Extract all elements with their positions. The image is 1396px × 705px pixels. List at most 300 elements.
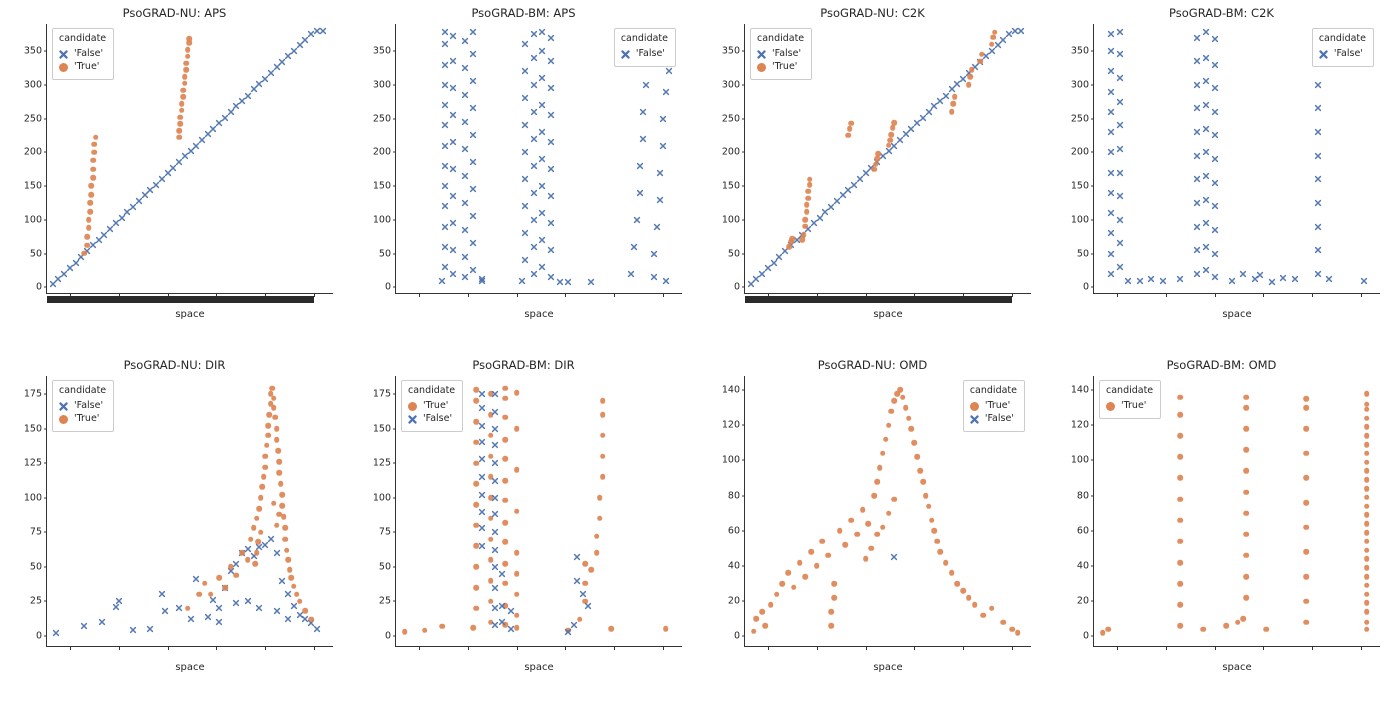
data-point (262, 453, 268, 459)
data-point (547, 85, 554, 92)
data-point (93, 135, 99, 141)
data-point (470, 29, 477, 36)
data-point (805, 195, 811, 201)
data-point (1364, 424, 1370, 430)
data-point (130, 627, 137, 634)
data-point (539, 75, 546, 82)
chart-title: PsoGRAD-BM: APS (471, 6, 576, 20)
y-tick-mark (393, 463, 397, 464)
chart-title: PsoGRAD-NU: OMD (817, 358, 928, 372)
legend-entry[interactable] (59, 61, 106, 74)
data-point (492, 425, 499, 432)
data-point (216, 619, 223, 626)
data-point (992, 29, 998, 35)
x-tick-mark (1117, 646, 1118, 650)
legend-entry[interactable] (1106, 400, 1153, 413)
y-tick-label: 350 (721, 45, 740, 57)
data-point (239, 550, 245, 556)
data-point (949, 570, 955, 576)
data-point (272, 415, 278, 421)
y-tick-mark (1091, 460, 1095, 461)
data-point (1304, 574, 1310, 580)
legend-entry-label: 'False' (1333, 48, 1363, 60)
data-point (891, 120, 897, 126)
y-tick-label: 100 (721, 214, 740, 226)
legend-entry[interactable] (408, 413, 455, 426)
data-point (82, 251, 88, 257)
data-point (530, 216, 537, 223)
data-point (319, 27, 326, 34)
data-point (663, 626, 669, 632)
data-point (277, 511, 283, 517)
data-point (221, 114, 228, 121)
data-point (461, 226, 468, 233)
data-point (1194, 223, 1201, 230)
data-point (1263, 627, 1269, 633)
data-point (588, 278, 595, 285)
y-tick-mark (742, 287, 746, 288)
legend-entry[interactable] (59, 48, 106, 61)
y-tick-label: 300 (372, 79, 391, 91)
data-point (514, 509, 520, 515)
data-point (1304, 525, 1310, 531)
data-point (874, 532, 880, 538)
data-point (287, 567, 293, 573)
data-point (222, 585, 228, 591)
data-point (988, 48, 995, 55)
data-point (1243, 426, 1249, 432)
data-point (539, 237, 546, 244)
y-tick-mark (44, 84, 48, 85)
y-tick-label: 50 (378, 248, 391, 259)
legend-entry[interactable] (1319, 48, 1366, 61)
data-point (588, 567, 594, 573)
data-point (1364, 600, 1370, 606)
data-point (896, 137, 903, 144)
x-tick-mark (216, 646, 217, 650)
data-point (86, 225, 92, 231)
chart-panel (1047, 352, 1396, 705)
data-point (848, 120, 854, 126)
data-point (917, 468, 923, 474)
data-point (1211, 35, 1218, 42)
legend-circle-icon (970, 402, 979, 411)
legend-entry-label: 'False' (74, 400, 104, 412)
y-tick-label: 250 (372, 113, 391, 124)
legend-entry[interactable] (757, 61, 804, 74)
y-tick-label: 140 (721, 384, 740, 396)
legend-entry[interactable] (757, 48, 804, 61)
legend-entry-label: 'False' (635, 48, 665, 60)
data-point (577, 617, 583, 623)
data-point (519, 277, 526, 284)
data-point (280, 492, 286, 498)
y-tick-label: 200 (23, 146, 42, 158)
data-point (1202, 172, 1209, 179)
data-point (461, 64, 468, 71)
x-tick-mark (565, 646, 566, 650)
data-point (488, 536, 494, 542)
data-point (202, 581, 208, 587)
data-point (470, 159, 477, 166)
data-point (274, 426, 280, 432)
data-point (479, 276, 486, 283)
data-point (1100, 630, 1106, 636)
data-point (461, 145, 468, 152)
data-point (161, 608, 168, 615)
data-point (1177, 276, 1184, 283)
chart-legend (1312, 28, 1374, 67)
data-point (600, 433, 606, 439)
data-point (1211, 156, 1218, 163)
data-point (530, 135, 537, 142)
data-point (800, 237, 806, 243)
legend-entry-label: 'False' (74, 48, 104, 60)
data-point (255, 539, 261, 545)
data-point (1364, 495, 1370, 501)
data-point (868, 546, 874, 552)
data-point (762, 623, 768, 629)
data-point (539, 183, 546, 190)
data-point (808, 549, 814, 555)
data-point (570, 621, 577, 628)
data-point (594, 550, 600, 556)
data-point (479, 491, 486, 498)
data-point (254, 516, 260, 522)
legend-cross-icon (1319, 50, 1328, 59)
data-point (185, 54, 191, 60)
legend-title: candidate (59, 385, 107, 396)
data-point (474, 605, 480, 611)
data-point (1243, 405, 1249, 411)
y-tick-label: 0 (35, 281, 42, 293)
chart-panel (698, 352, 1047, 705)
y-tick-label: 60 (727, 525, 740, 537)
y-tick-mark (393, 253, 397, 254)
legend-entry[interactable] (970, 413, 1017, 426)
x-tick-mark (517, 293, 518, 297)
chart-panel (1047, 0, 1396, 352)
data-point (441, 264, 448, 271)
y-tick-mark (44, 497, 48, 498)
data-point (1202, 78, 1209, 85)
data-point (187, 616, 194, 623)
y-tick-label: 100 (23, 214, 42, 226)
data-point (636, 162, 643, 169)
data-point (770, 259, 777, 266)
data-point (886, 143, 892, 149)
data-point (303, 608, 309, 614)
y-tick-label: 50 (29, 561, 42, 573)
data-point (107, 226, 114, 233)
data-point (1211, 179, 1218, 186)
data-point (450, 247, 457, 254)
data-point (530, 54, 537, 61)
legend-cross-icon (408, 415, 417, 424)
y-tick-label: 50 (29, 248, 42, 259)
data-point (502, 386, 508, 392)
data-point (182, 81, 188, 87)
x-axis-label: space (873, 662, 903, 673)
data-point (1304, 598, 1310, 604)
data-point (923, 493, 929, 499)
y-tick-mark (1091, 51, 1095, 52)
data-point (185, 605, 191, 611)
data-point (751, 628, 757, 634)
data-point (1194, 129, 1201, 136)
data-point (479, 525, 486, 532)
data-point (514, 571, 520, 577)
legend-entry-label: 'False' (423, 413, 453, 425)
data-point (1177, 623, 1183, 629)
data-point (831, 581, 837, 587)
legend-entry[interactable] (970, 400, 1017, 413)
chart-title: PsoGRAD-NU: APS (122, 6, 227, 20)
data-point (279, 577, 286, 584)
data-point (1304, 426, 1310, 432)
x-tick-mark (1166, 293, 1167, 297)
data-point (1211, 203, 1218, 210)
data-point (181, 87, 187, 93)
data-point (294, 592, 300, 598)
y-tick-label: 150 (23, 180, 42, 192)
data-point (1304, 500, 1310, 506)
y-tick-label: 140 (1070, 384, 1089, 396)
data-point (1108, 68, 1115, 75)
data-point (502, 437, 508, 443)
chart-legend (401, 380, 463, 432)
y-tick-label: 0 (384, 630, 391, 642)
data-point (866, 521, 872, 527)
data-point (158, 591, 165, 598)
data-point (556, 278, 563, 285)
data-point (112, 603, 119, 610)
data-point (877, 465, 883, 471)
legend-entry-label: 'True' (423, 400, 449, 412)
data-point (275, 448, 281, 454)
data-point (1211, 61, 1218, 68)
data-point (952, 94, 958, 100)
data-point (1116, 145, 1123, 152)
data-point (258, 529, 264, 535)
data-point (479, 439, 486, 446)
chart-title: PsoGRAD-NU: DIR (123, 358, 226, 372)
y-tick-mark (1091, 253, 1095, 254)
data-point (1304, 475, 1310, 481)
data-point (950, 101, 956, 107)
data-point (179, 108, 185, 114)
data-point (1243, 532, 1249, 538)
data-point (583, 581, 589, 587)
data-point (547, 274, 554, 281)
data-point (183, 67, 189, 73)
data-point (402, 629, 408, 635)
data-point (1364, 468, 1370, 474)
data-point (1314, 129, 1321, 136)
data-point (522, 176, 529, 183)
data-point (474, 481, 480, 487)
legend-circle-icon (757, 63, 766, 72)
data-point (1228, 277, 1235, 284)
y-tick-label: 200 (1070, 146, 1089, 158)
data-point (1194, 199, 1201, 206)
data-point (488, 599, 494, 605)
data-point (470, 105, 477, 112)
data-point (1202, 243, 1209, 250)
data-point (479, 508, 486, 515)
y-tick-label: 100 (372, 492, 391, 504)
data-point (492, 529, 499, 536)
data-point (990, 35, 996, 41)
y-tick-label: 75 (378, 526, 391, 538)
data-point (422, 628, 428, 634)
data-point (1177, 496, 1183, 502)
y-tick-mark (393, 219, 397, 220)
y-tick-label: 100 (372, 214, 391, 226)
legend-entry-label: 'False' (772, 48, 802, 60)
data-point (1304, 549, 1310, 555)
legend-cross-icon (757, 50, 766, 59)
data-point (880, 451, 886, 457)
data-point (265, 423, 271, 429)
x-tick-mark (1312, 293, 1313, 297)
y-tick-mark (44, 428, 48, 429)
data-point (801, 232, 807, 238)
data-point (492, 408, 499, 415)
legend-entry[interactable] (621, 48, 668, 61)
y-tick-label: 25 (378, 595, 391, 607)
data-point (980, 613, 986, 619)
legend-entry[interactable] (59, 400, 106, 413)
data-point (539, 129, 546, 136)
x-tick-mark (963, 646, 964, 650)
x-tick-mark (119, 646, 120, 650)
data-point (84, 243, 90, 249)
legend-entry[interactable] (59, 413, 106, 426)
data-point (248, 536, 254, 542)
legend-title: candidate (1106, 385, 1154, 396)
data-point (851, 181, 858, 188)
data-point (1364, 556, 1370, 562)
data-point (450, 220, 457, 227)
data-point (193, 576, 200, 583)
data-point (285, 591, 292, 598)
data-point (488, 453, 494, 459)
data-point (185, 47, 191, 53)
data-point (492, 390, 499, 397)
data-point (514, 390, 520, 396)
legend-title: candidate (59, 33, 107, 44)
data-point (1177, 454, 1183, 460)
data-point (886, 422, 892, 428)
data-point (831, 595, 837, 601)
data-point (1314, 81, 1321, 88)
data-point (273, 549, 280, 556)
y-tick-mark (44, 635, 48, 636)
y-tick-label: 250 (1070, 113, 1089, 124)
data-point (1001, 620, 1007, 626)
x-tick-mark (1215, 293, 1216, 297)
data-point (886, 510, 892, 516)
data-point (282, 525, 288, 531)
y-tick-mark (742, 636, 746, 637)
data-point (906, 415, 912, 421)
data-point (1304, 396, 1310, 402)
data-point (790, 236, 796, 242)
data-point (81, 623, 88, 630)
data-point (639, 108, 646, 115)
data-point (479, 390, 486, 397)
data-point (492, 621, 499, 628)
data-point (471, 625, 477, 631)
x-tick-mark (314, 646, 315, 650)
data-point (920, 479, 926, 485)
data-point (530, 162, 537, 169)
legend-cross-icon (59, 402, 68, 411)
data-point (565, 628, 572, 635)
data-point (891, 496, 897, 502)
y-tick-mark (393, 287, 397, 288)
data-point (967, 74, 973, 80)
legend-title: candidate (620, 33, 668, 44)
data-point (814, 563, 820, 569)
y-tick-mark (742, 51, 746, 52)
y-tick-label: 50 (727, 248, 740, 259)
data-point (891, 554, 898, 561)
data-point (522, 149, 529, 156)
y-tick-label: 60 (1076, 525, 1089, 537)
x-tick-mark (866, 646, 867, 650)
y-tick-label: 120 (721, 419, 740, 431)
data-point (1177, 475, 1183, 481)
data-point (507, 626, 514, 633)
data-point (897, 387, 903, 393)
data-point (912, 440, 918, 446)
data-point (966, 595, 972, 601)
x-tick-mark (1215, 646, 1216, 650)
data-point (262, 464, 268, 470)
data-point (1177, 433, 1183, 439)
data-point (1364, 591, 1370, 597)
data-point (837, 528, 843, 534)
data-point (1364, 512, 1370, 518)
axis-density-bar (47, 296, 314, 303)
chart-title: PsoGRAD-NU: C2K (820, 6, 925, 20)
data-point (573, 554, 580, 561)
data-point (1009, 627, 1015, 633)
data-point (522, 257, 529, 264)
data-point (860, 507, 866, 513)
data-point (1211, 85, 1218, 92)
y-tick-label: 200 (372, 146, 391, 158)
y-tick-label: 350 (23, 45, 42, 57)
y-tick-mark (44, 393, 48, 394)
data-point (1364, 539, 1370, 545)
y-tick-label: 0 (35, 630, 42, 642)
data-point (269, 386, 275, 392)
legend-circle-icon (408, 402, 417, 411)
y-tick-mark (742, 425, 746, 426)
y-tick-mark (742, 84, 746, 85)
data-point (955, 581, 961, 587)
data-point (273, 608, 280, 615)
data-point (89, 183, 95, 189)
data-point (291, 583, 297, 589)
data-point (216, 605, 223, 612)
legend-entry[interactable] (408, 400, 455, 413)
data-point (461, 91, 468, 98)
data-point (1314, 152, 1321, 159)
